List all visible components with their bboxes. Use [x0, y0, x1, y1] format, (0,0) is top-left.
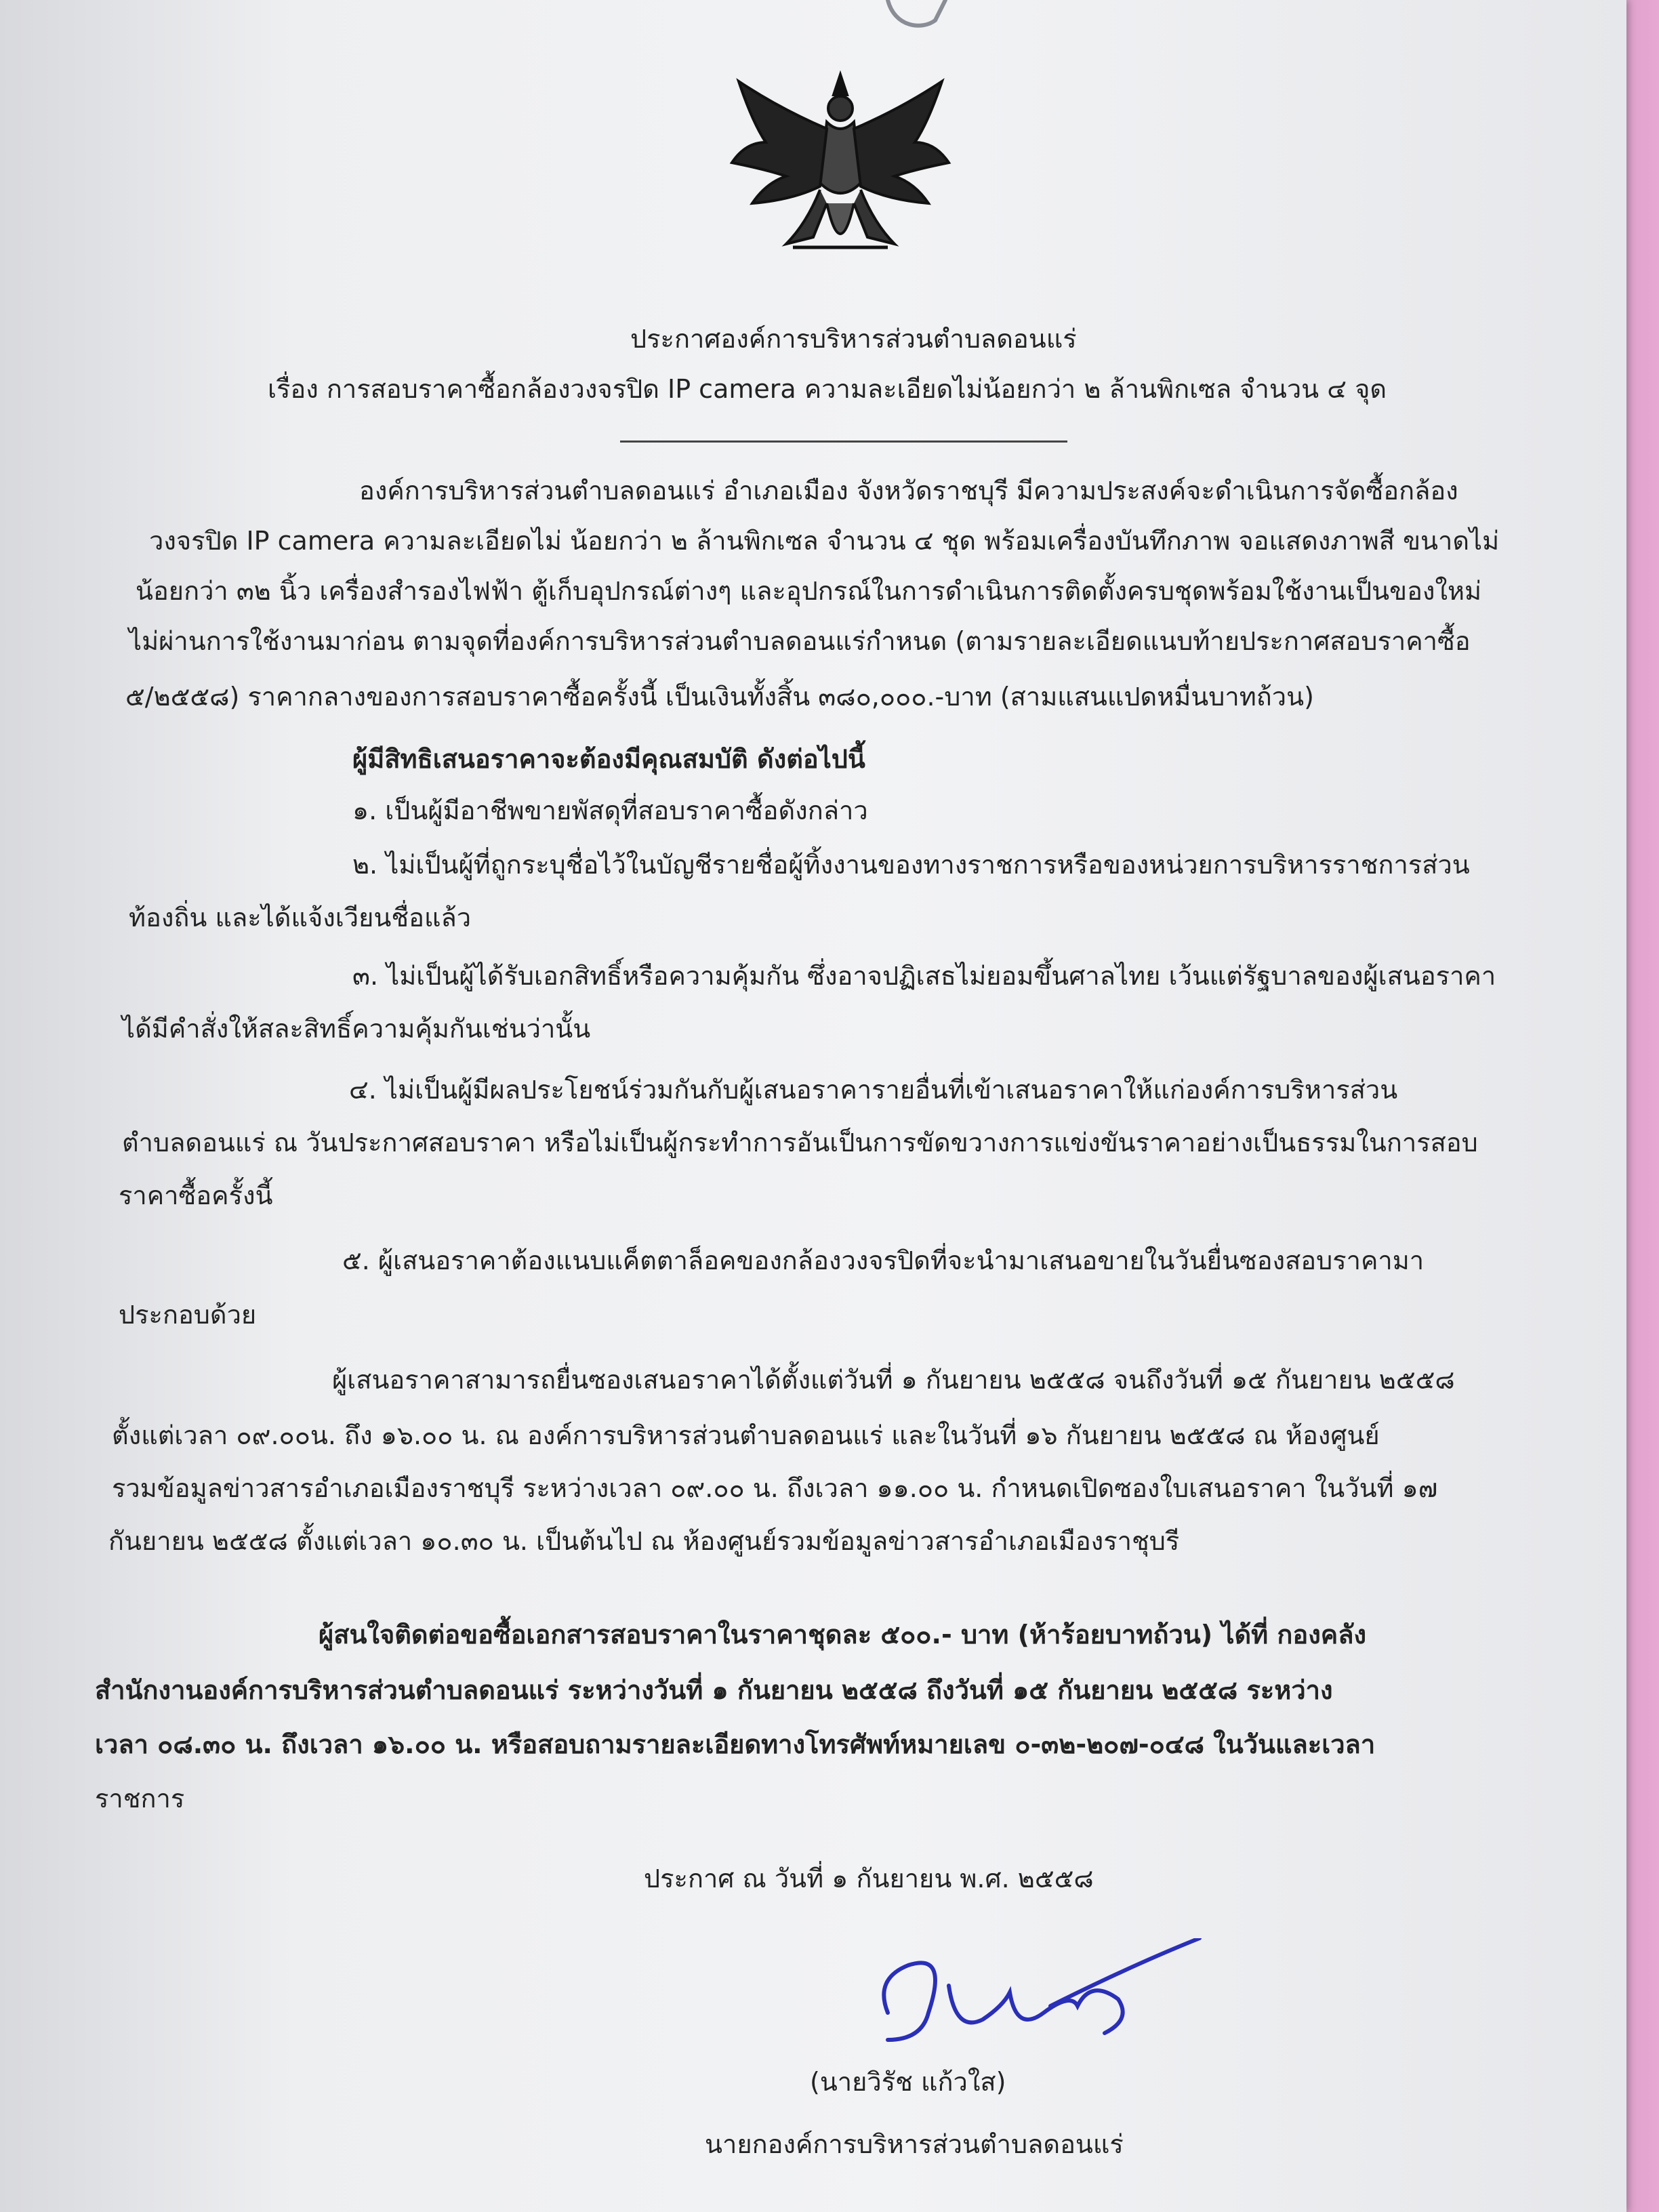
schedule-line: กันยายน ๒๕๕๘ ตั้งแต่เวลา ๑๐.๓๐ น. เป็นต้นไป ณ ห้องศูนย์รวมข้อมูลข่าวสารอำเภอเมืองราชุบรี [108, 1526, 1180, 1556]
contact-line: สำนักงานองค์การบริหารส่วนตำบลดอนแร่ ระหว่างวันที่ ๑ กันยายน ๒๕๕๘ ถึงวันที่ ๑๕ กันยายน ๒๕๕๘ ระหว่าง [95, 1675, 1333, 1705]
document-title: ประกาศองค์การบริหารส่วนตำบลดอนแร่ [630, 324, 1077, 354]
garuda-emblem-icon [725, 68, 956, 264]
intro-line: วงจรปิด IP camera ความละเอียดไม่ น้อยกว่า ๒ ล้านพิกเซล จำนวน ๔ ชุด พร้อมเครื่องบันทึกภาพ จอแสดงภาพสี ขนาดไม่ [149, 526, 1500, 556]
qualification-item: ตำบลดอนแร่ ณ วันประกาศสอบราคา หรือไม่เป็นผู้กระทำการอันเป็นการขัดขวางการแข่งขันราคาอย่างเป็นธรรมในการสอบ [122, 1128, 1478, 1158]
contact-line: ผู้สนใจติดต่อขอซื้อเอกสารสอบราคาในราคาชุดละ ๕๐๐.- บาท (ห้าร้อยบาทถ้วน) ได้ที่ กองคลัง [319, 1620, 1367, 1650]
qualification-item: ๔. ไม่เป็นผู้มีผลประโยชน์ร่วมกันกับผู้เสนอราคารายอื่นที่เข้าเสนอราคาให้แก่องค์การบริหารส่วน [349, 1075, 1398, 1105]
intro-line: ๕/๒๕๕๘) ราคากลางของการสอบราคาซื้อครั้งนี้ เป็นเงินทั้งสิ้น ๓๘๐,๐๐๐.-บาท (สามแสนแปดหมื่นบาทถ้วน) [125, 682, 1314, 712]
qualification-item: ประกอบด้วย [119, 1300, 257, 1330]
document-subject: เรื่อง การสอบราคาซื้อกล้องวงจรปิด IP camera ความละเอียดไม่น้อยกว่า ๒ ล้านพิกเซล จำนวน ๔ จุด [268, 374, 1387, 404]
qualification-item: ๒. ไม่เป็นผู้ที่ถูกระบุชื่อไว้ในบัญชีรายชื่อผู้ทิ้งงานของทางราชการหรือของหน่วยการบริหารราชการส่วน [352, 850, 1470, 880]
signature-icon [847, 1938, 1227, 2060]
qualification-item: ๕. ผู้เสนอราคาต้องแนบแค็ตตาล็อคของกล้องวงจรปิดที่จะนำมาเสนอขายในวันยื่นซองสอบราคามา [342, 1246, 1425, 1275]
schedule-line: ผู้เสนอราคาสามารถยื่นซองเสนอราคาได้ตั้งแต่วันที่ ๑ กันยายน ๒๕๕๘ จนถึงวันที่ ๑๕ กันยายน ๒๕๕๘ [332, 1365, 1455, 1395]
intro-line: ไม่ผ่านการใช้งานมาก่อน ตามจุดที่องค์การบริหารส่วนตำบลดอนแร่กำหนด (ตามรายละเอียดแนบท้ายประกาศสอบราคาซื้อ [129, 626, 1471, 656]
separator-line [620, 441, 1067, 443]
paper-clip-icon [881, 0, 949, 34]
signer-name: (นายวิรัช แก้วใส) [810, 2067, 1006, 2097]
schedule-line: รวมข้อมูลข่าวสารอำเภอเมืองราชบุรี ระหว่างเวลา ๐๙.๐๐ น. ถึงเวลา ๑๑.๐๐ น. กำหนดเปิดซองใบเสนอราคา ในวันที่ ๑๗ [112, 1473, 1438, 1503]
qualification-item: ๑. เป็นผู้มีอาชีพขายพัสดุที่สอบราคาซื้อดังกล่าว [352, 796, 868, 825]
announce-date: ประกาศ ณ วันที่ ๑ กันยายน พ.ศ. ๒๕๕๘ [644, 1864, 1094, 1893]
qualification-item: ราคาซื้อครั้งนี้ [119, 1181, 273, 1210]
qualification-heading: ผู้มีสิทธิเสนอราคาจะต้องมีคุณสมบัติ ดังต่อไปนี้ [352, 744, 865, 774]
qualification-item: ท้องถิ่น และได้แจ้งเวียนชื่อแล้ว [129, 903, 472, 933]
contact-line: เวลา ๐๘.๓๐ น. ถึงเวลา ๑๖.๐๐ น. หรือสอบถามรายละเอียดทางโทรศัพท์หมายเลข ๐-๓๒-๒๐๗-๐๔๘ ในวันและเวลา [95, 1729, 1376, 1759]
qualification-item: ๓. ไม่เป็นผู้ได้รับเอกสิทธิ์หรือความคุ้มกัน ซึ่งอาจปฏิเสธไม่ยอมขึ้นศาลไทย เว้นแต่รัฐบาลของผู้เสนอราคา [352, 961, 1496, 991]
intro-line: องค์การบริหารส่วนตำบลดอนแร่ อำเภอเมือง จังหวัดราชบุรี มีความประสงค์จะดำเนินการจัดซื้อกล้อง [359, 476, 1458, 506]
schedule-line: ตั้งแต่เวลา ๐๙.๐๐น. ถึง ๑๖.๐๐ น. ณ องค์การบริหารส่วนตำบลดอนแร่ และในวันที่ ๑๖ กันยายน ๒๕๕๘ ณ ห้องศูนย์ [112, 1420, 1380, 1450]
qualification-item: ได้มีคำสั่งให้สละสิทธิ์ความคุ้มกันเช่นว่านั้น [122, 1014, 591, 1044]
signer-title: นายกองค์การบริหารส่วนตำบลดอนแร่ [705, 2129, 1124, 2159]
contact-line: ราชการ [95, 1784, 185, 1814]
intro-line: น้อยกว่า ๓๒ นิ้ว เครื่องสำรองไฟฟ้า ตู้เก็บอุปกรณ์ต่างๆ และอุปกรณ์ในการดำเนินการติดตั้งครบชุดพร้อมใช้งานเป็นของใหม่ [136, 576, 1482, 606]
